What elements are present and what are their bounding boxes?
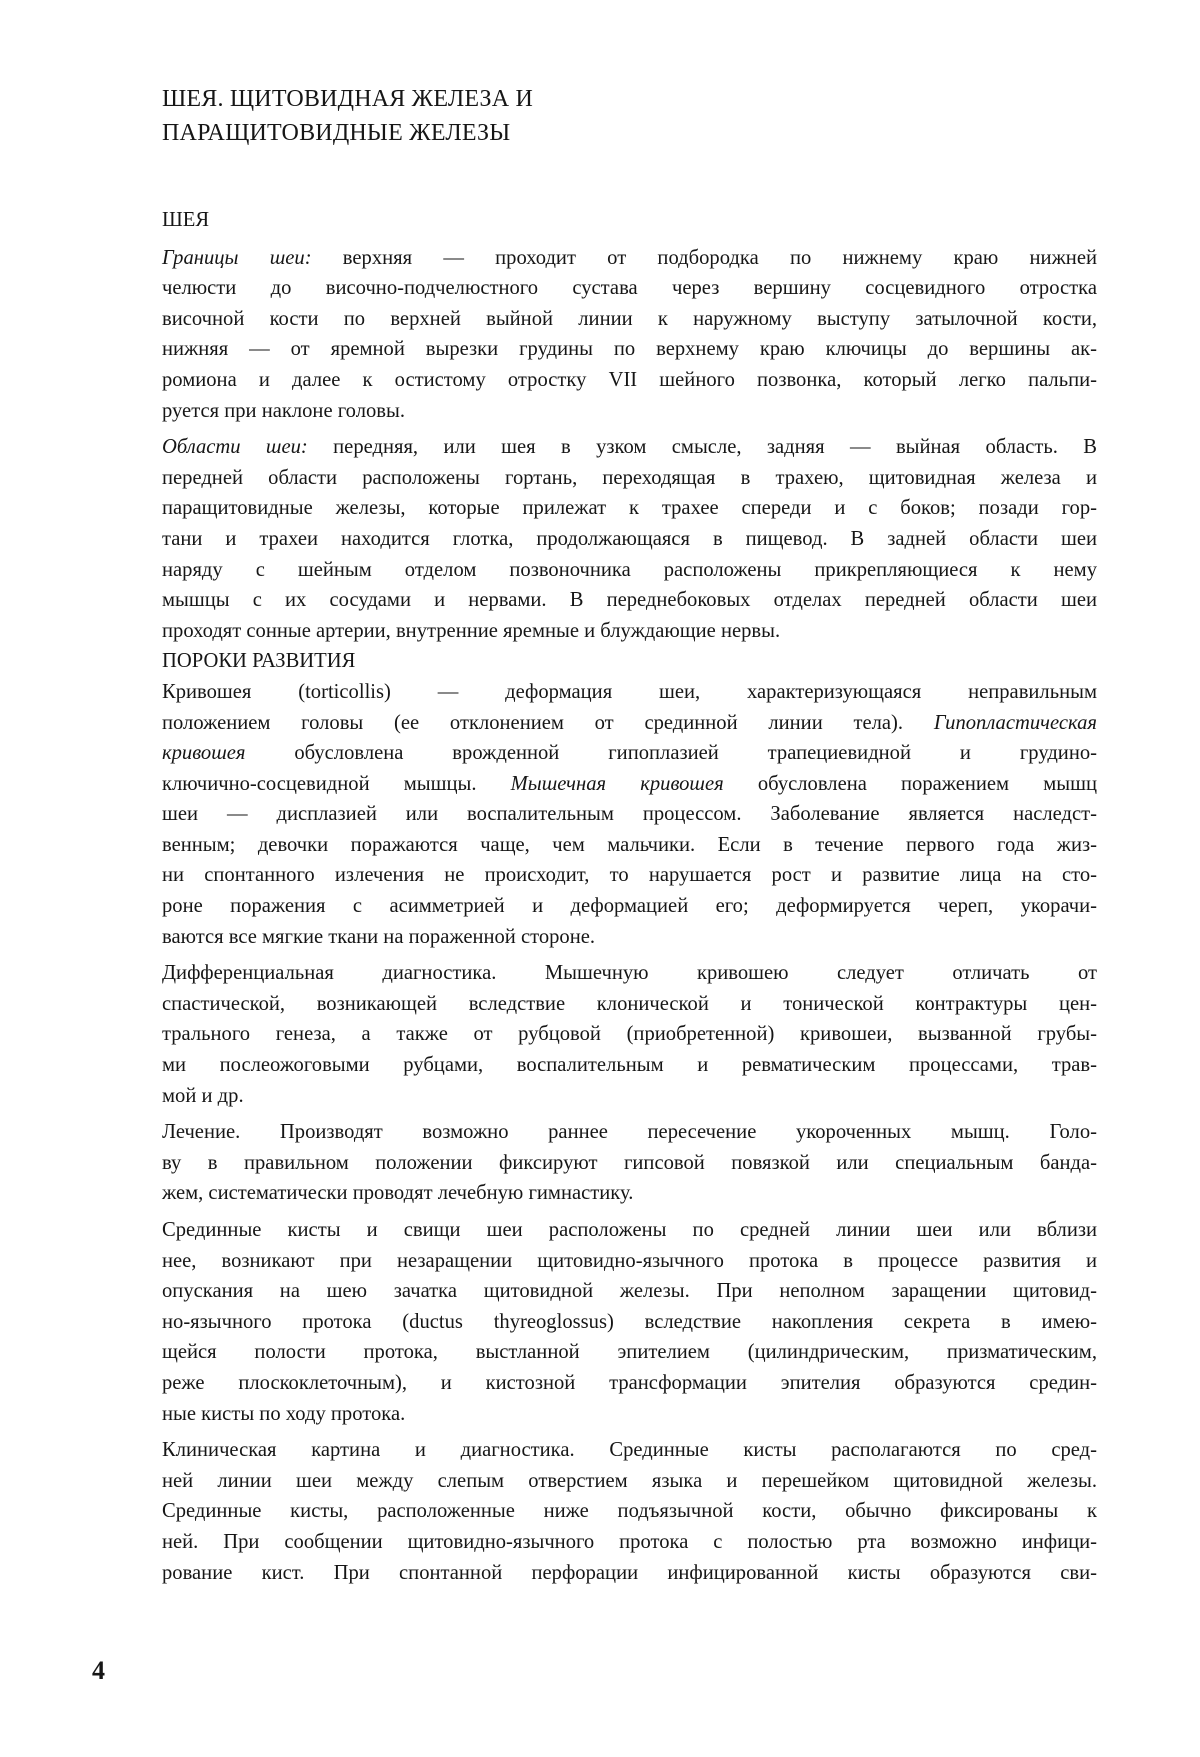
text-line: тани и трахеи находится глотка, продолжающаяся в пищевод. В задней области шеи — [162, 527, 1097, 550]
text-line: ней линии шеи между слепым отверстием языка и перешейком щитовидной железы. — [162, 1469, 1097, 1492]
italic-term: Гипопластическая — [903, 711, 1097, 734]
text-line: рование кист. При спонтанной перфорации инфицированной кисты образуются сви- — [162, 1561, 1097, 1584]
text-line: щейся полости протока, выстланной эпителием (цилиндрическим, призматическим, — [162, 1341, 1097, 1364]
text-line: ней. При сообщении щитовидно-язычного протока с полостью рта возможно инфици- — [162, 1530, 1097, 1553]
paragraph-neck-borders — [90, 243, 1097, 427]
page-body — [90, 205, 1097, 1588]
text-line: шеи — дисплазией или воспалительным процессом. Заболевание является наследст- — [162, 803, 1097, 826]
chapter-title-line-2: ПАРАЩИТОВИДНЫЕ ЖЕЛЕЗЫ — [162, 120, 511, 146]
text-line: передней области расположены гортань, переходящая в трахею, щитовидная железа и — [162, 466, 1097, 489]
text-line — [90, 432, 1097, 463]
text-line: нижняя — от яремной вырезки грудины по верхнему краю ключицы до вершины ак- — [162, 338, 1097, 361]
text-line: Срединные кисты и свищи шеи расположены по средней линии шеи или вблизи — [162, 1219, 1097, 1241]
text-line: ромиона и далее к остистому отростку VII шейного позвонка, который легко пальпи- — [162, 368, 1097, 391]
subheading-developmental-defects: ПОРОКИ РАЗВИТИЯ — [162, 650, 356, 673]
text-line: мышцы с их сосудами и нервами. В переднебоковых отделах передней области шеи — [162, 589, 1097, 612]
text-line: Клиническая картина и диагностика. Срединные кисты располагаются по сред- — [162, 1439, 1097, 1462]
italic-term: кривошея — [162, 742, 246, 765]
text-line: реже плоскоклеточным), и кистозной трансформации эпителия образуются средин- — [162, 1371, 1097, 1394]
chapter-title-line-1: ШЕЯ. ЩИТОВИДНАЯ ЖЕЛЕЗА И — [162, 86, 534, 112]
paragraph-clinical-picture — [90, 1435, 1097, 1588]
text-line: ные кисты по ходу протока. — [162, 1402, 406, 1425]
text-line: ми послеожоговыми рубцами, воспалительным и ревматическим процессами, трав- — [162, 1054, 1097, 1077]
section-heading: ШЕЯ — [162, 209, 210, 231]
text-line — [90, 243, 1097, 274]
text-line: жем, систематически проводят лечебную гимнастику. — [162, 1182, 634, 1205]
text-line: височной кости по верхней выйной линии к наружному выступу затылочной кости, — [162, 307, 1097, 330]
text-line: венным; девочки поражаются чаще, чем мальчики. Если в течение первого года жиз- — [162, 833, 1097, 856]
text-line: мой и др. — [162, 1084, 244, 1107]
text-line — [90, 738, 1097, 769]
text-line: трального генеза, а также от рубцовой (приобретенной) кривошеи, вызванной грубы- — [162, 1023, 1097, 1046]
text-line: Дифференциальная диагностика. Мышечную кривошею следует отличать от — [162, 962, 1097, 985]
text-run: обусловлена врожденной гипоплазией трапециевидной и грудино- — [245, 742, 1097, 765]
text-line — [90, 769, 1097, 800]
text-run: положением головы (ее отклонением от срединной линии тела). — [162, 711, 904, 734]
text-line: спастической, возникающей вследствие клонической и тонической контрактуры цен- — [162, 992, 1097, 1015]
italic-term: Границы шеи: — [162, 246, 312, 269]
text-line: Лечение. Производят возможно раннее пересечение укороченных мышц. Голо- — [162, 1121, 1097, 1144]
paragraph-torticollis — [90, 677, 1097, 952]
italic-term: Области шеи: — [162, 436, 308, 459]
text-line: ву в правильном положении фиксируют гипсовой повязкой или специальным банда- — [162, 1151, 1097, 1174]
text-line: нее, возникают при незаращении щитовидно-язычного протока в процессе развития и — [162, 1249, 1097, 1272]
text-line: проходят сонные артерии, внутренние яремные и блуждающие нервы. — [162, 619, 781, 642]
paragraph-neck-regions — [90, 432, 1097, 646]
paragraph-differential-diagnosis — [90, 958, 1097, 1111]
text-line: челюсти до височно-подчелюстного сустава через вершину сосцевидного отростка — [162, 277, 1097, 300]
paragraph-median-cysts — [90, 1215, 1097, 1429]
text-run: верхняя — проходит от подбородка по нижнему краю нижней — [311, 246, 1097, 269]
text-line: ни спонтанного излечения не происходит, то нарушается рост и развитие лица на сто- — [162, 864, 1097, 887]
text-line: наряду с шейным отделом позвоночника расположены прикрепляющиеся к нему — [162, 558, 1097, 581]
text-line: руется при наклоне головы. — [162, 399, 405, 422]
text-line: ваются все мягкие ткани на пораженной стороне. — [162, 925, 596, 948]
chapter-title — [162, 82, 922, 150]
paragraph-treatment — [90, 1117, 1097, 1209]
text-run: ключично-сосцевидной мышцы. — [162, 772, 477, 795]
page-number: 4 — [92, 1656, 105, 1685]
italic-term: Мышечная кривошея — [476, 772, 724, 795]
text-run: обусловлена поражением мышц — [723, 772, 1097, 795]
text-line: опускания на шею зачатка щитовидной железы. При неполном заращении щитовид- — [162, 1280, 1097, 1303]
text-line: Кривошея (torticollis) — деформация шеи, характеризующаяся неправильным — [162, 680, 1097, 703]
text-line — [90, 708, 1097, 739]
text-line: роне поражения с асимметрией и деформацией его; деформируется череп, укорачи- — [162, 895, 1097, 918]
text-line: Срединные кисты, расположенные ниже подъязычной кости, обычно фиксированы к — [162, 1500, 1097, 1523]
text-line: но-язычного протока (ductus thyreoglossus) вследствие накопления секрета в имею- — [162, 1310, 1097, 1333]
text-run: передняя, или шея в узком смысле, задняя — выйная область. В — [307, 436, 1098, 459]
text-line: паращитовидные железы, которые прилежат к трахее спереди и с боков; позади гор- — [162, 497, 1097, 520]
